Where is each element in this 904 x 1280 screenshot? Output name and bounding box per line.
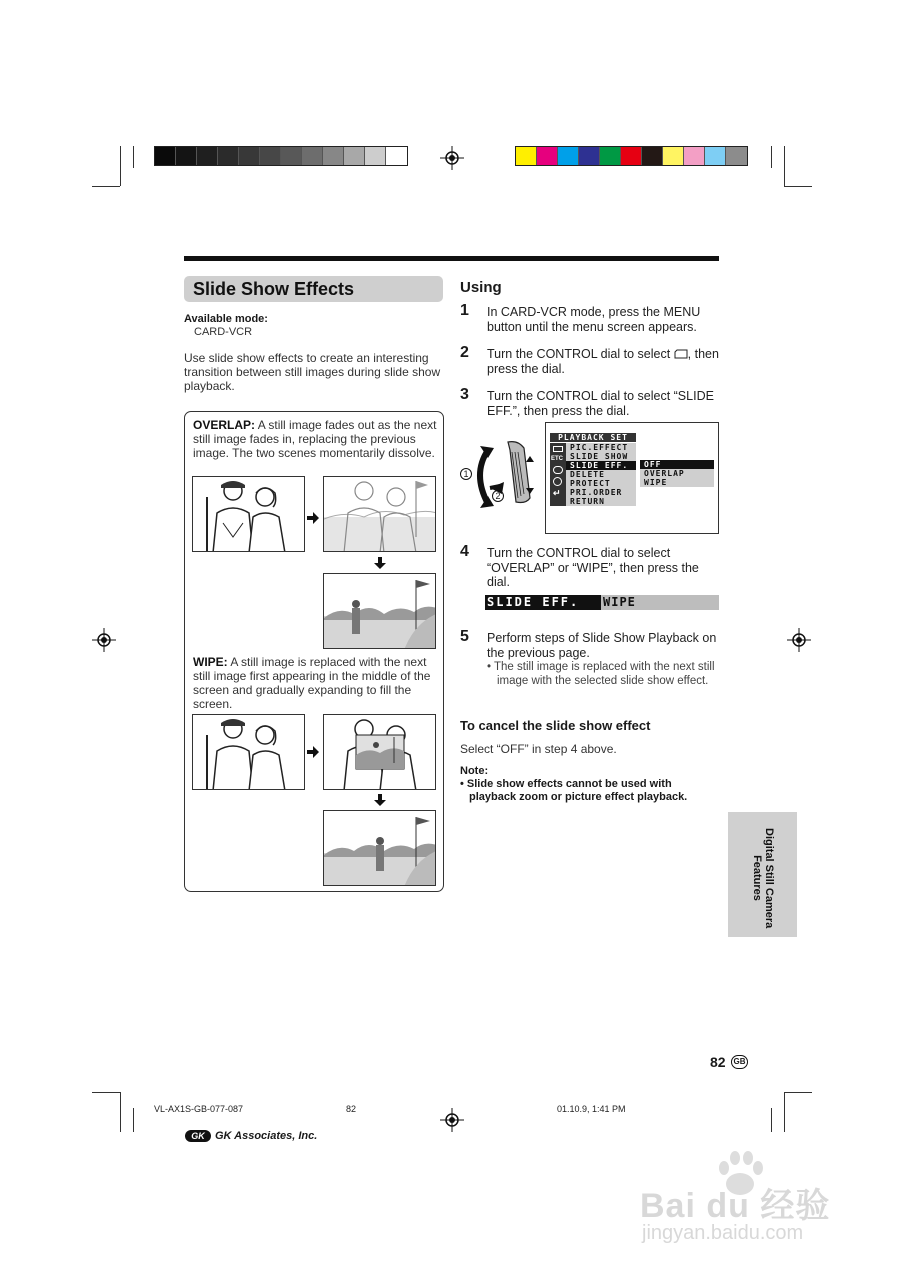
chapter-side-tab-line-1: Digital Still Camera — [763, 828, 775, 929]
color-swatch — [642, 147, 663, 165]
note-text: • Slide show effects cannot be used with playback zoom or picture effect playback. — [460, 778, 688, 803]
clock-icon — [553, 477, 562, 486]
arrow-down-icon — [374, 794, 386, 806]
menu-item-pri-order[interactable]: PRI.ORDER — [570, 488, 623, 497]
sound-icon — [553, 466, 563, 474]
crop-mark — [784, 1092, 812, 1093]
note-label: Note: — [460, 765, 489, 777]
step-1-number: 1 — [460, 302, 469, 319]
menu-item-slide-show[interactable]: SLIDE SHOW — [570, 452, 629, 461]
cancel-title: To cancel the slide show effect — [460, 718, 651, 733]
gray-swatch — [239, 147, 260, 165]
step-1-text: In CARD-VCR mode, press the MENU button until the menu screen appears. — [487, 305, 701, 334]
section-title: Slide Show Effects — [184, 276, 443, 302]
company-name: GK Associates, Inc. — [215, 1130, 318, 1142]
crop-mark — [120, 146, 121, 186]
arrow-down-icon — [374, 557, 386, 569]
slide-eff-display-bar — [485, 595, 719, 610]
playback-set-menu-screen — [545, 422, 719, 534]
crop-mark — [784, 146, 785, 186]
crop-mark — [771, 1108, 772, 1132]
card-icon — [553, 446, 563, 452]
footer-timestamp: 01.10.9, 1:41 PM — [557, 1104, 626, 1114]
color-swatch — [600, 147, 621, 165]
registration-mark-icon — [787, 628, 811, 652]
submenu-item-overlap[interactable]: OVERLAP — [644, 469, 685, 478]
slide-eff-submenu — [640, 460, 714, 487]
arrow-right-icon — [307, 512, 319, 524]
gray-swatch — [365, 147, 386, 165]
overlap-text: A still image fades out as the next still image fades in, replacing the previous image. The two scenes momentarily dissolve. — [193, 418, 437, 460]
registration-mark-icon — [440, 1108, 464, 1132]
slide-eff-display-value: WIPE — [603, 595, 636, 609]
step-2-text — [487, 347, 719, 376]
overlap-description — [193, 418, 437, 460]
overlap-label: OVERLAP: — [193, 418, 256, 432]
company-logo: GK — [185, 1130, 211, 1142]
dial-label-2: 2 — [492, 490, 504, 502]
gray-swatch — [197, 147, 218, 165]
chapter-side-tab-label — [751, 828, 775, 928]
control-dial-illustration — [460, 438, 542, 514]
registration-mark-icon — [92, 628, 116, 652]
color-swatch — [558, 147, 579, 165]
gray-swatch — [323, 147, 344, 165]
menu-list — [566, 443, 636, 506]
gray-swatch — [155, 147, 176, 165]
wipe-description — [193, 655, 437, 711]
arrow-right-icon — [307, 746, 319, 758]
wipe-image-before — [192, 714, 305, 790]
menu-title: PLAYBACK SET — [550, 433, 636, 442]
effects-box — [184, 411, 444, 892]
step-5-number: 5 — [460, 628, 469, 645]
cancel-text: Select “OFF” in step 4 above. — [460, 742, 617, 756]
submenu-item-off[interactable]: OFF — [640, 460, 714, 469]
color-swatch — [621, 147, 642, 165]
menu-item-slide-eff[interactable]: SLIDE EFF. — [566, 461, 636, 470]
step-5-bullet: • The still image is replaced with the next still image with the selected slide show effect. — [487, 661, 715, 687]
step-2-number: 2 — [460, 344, 469, 361]
footer-file-id: VL-AX1S-GB-077-087 — [154, 1104, 244, 1114]
using-title: Using — [460, 279, 502, 296]
step-5-text: Perform steps of Slide Show Playback on the previous page. — [487, 631, 717, 660]
crop-mark — [784, 1092, 785, 1132]
region-badge: GB — [731, 1055, 748, 1069]
crop-mark — [92, 186, 120, 187]
baidu-watermark — [640, 1150, 850, 1250]
step-4-text: Turn the CONTROL dial to select “OVERLAP” or “WIPE”, then press the dial. — [487, 546, 699, 589]
grayscale-calibration-bar — [154, 146, 408, 166]
color-calibration-bar — [515, 146, 748, 166]
color-swatch — [663, 147, 684, 165]
color-swatch — [705, 147, 726, 165]
crop-mark — [133, 146, 134, 168]
gray-swatch — [281, 147, 302, 165]
step-3-number: 3 — [460, 386, 469, 403]
menu-item-return[interactable]: RETURN — [570, 497, 605, 506]
overlap-image-before — [192, 476, 305, 552]
menu-item-protect[interactable]: PROTECT — [570, 479, 611, 488]
overlap-image-transition — [323, 476, 436, 552]
overlap-image-after — [323, 573, 436, 649]
page-number: 82 — [710, 1054, 726, 1070]
crop-mark — [771, 146, 772, 168]
gray-swatch — [260, 147, 281, 165]
color-swatch — [516, 147, 537, 165]
top-rule — [184, 256, 719, 261]
registration-mark-icon — [440, 146, 464, 170]
color-swatch — [726, 147, 747, 165]
gray-swatch — [344, 147, 365, 165]
intro-paragraph: Use slide show effects to create an interesting transition between still images during slide show playback. — [184, 351, 441, 393]
submenu-item-wipe[interactable]: WIPE — [644, 478, 668, 487]
chapter-side-tab-line-2: Features — [751, 855, 763, 901]
crop-mark — [784, 186, 812, 187]
gray-swatch — [176, 147, 197, 165]
watermark-url: jingyan.baidu.com — [642, 1222, 804, 1244]
menu-icon-strip — [550, 443, 566, 506]
wipe-image-transition — [323, 714, 436, 790]
step-2-text-before: Turn the CONTROL dial to select — [487, 347, 671, 361]
wipe-text: A still image is replaced with the next still image first appearing in the middle of the screen and gradually expanding to fill the screen. — [193, 655, 431, 711]
footer-page: 82 — [346, 1104, 357, 1114]
available-mode-label: Available mode: — [184, 313, 268, 325]
menu-item-delete[interactable]: DELETE — [570, 470, 605, 479]
slide-eff-display-key: SLIDE EFF. — [485, 595, 601, 610]
step-4-number: 4 — [460, 543, 469, 560]
color-swatch — [684, 147, 705, 165]
color-swatch — [537, 147, 558, 165]
return-icon: ↵ — [553, 488, 561, 498]
available-mode-value: CARD-VCR — [194, 326, 253, 338]
watermark-brand: Bai du 经验 — [640, 1187, 831, 1225]
crop-mark — [92, 1092, 120, 1093]
dial-label-1: 1 — [460, 468, 472, 480]
card-icon — [674, 349, 688, 359]
crop-mark — [133, 1108, 134, 1132]
gray-swatch — [302, 147, 323, 165]
gray-swatch — [218, 147, 239, 165]
gray-swatch — [386, 147, 407, 165]
etc-icon: ETC — [551, 456, 563, 462]
wipe-image-after — [323, 810, 436, 886]
color-swatch — [579, 147, 600, 165]
step-3-text: Turn the CONTROL dial to select “SLIDE EFF.”, then press the dial. — [487, 389, 714, 418]
crop-mark — [120, 1092, 121, 1132]
step-2-text-after: , then press the dial. — [487, 347, 719, 376]
menu-item-pic-effect[interactable]: PIC.EFFECT — [570, 443, 629, 452]
wipe-label: WIPE: — [193, 655, 228, 669]
